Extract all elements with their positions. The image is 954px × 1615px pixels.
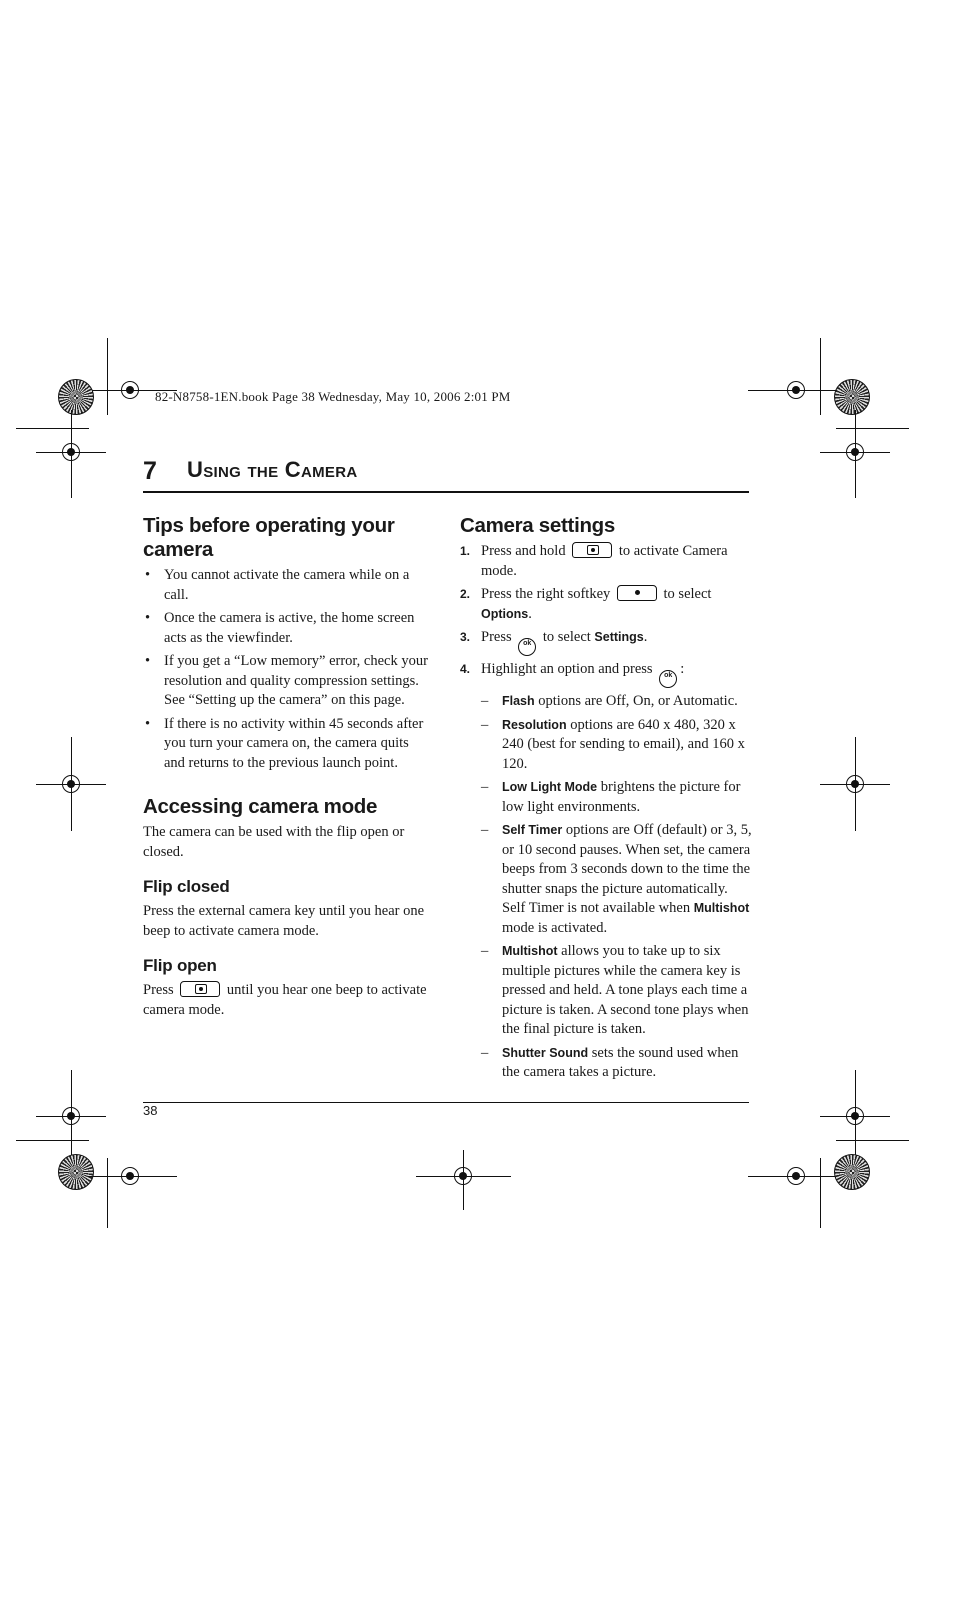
- camera-key-icon: [572, 542, 612, 558]
- option-term: Flash: [502, 694, 535, 708]
- option-term: Multishot: [502, 944, 558, 958]
- step-text: Press: [481, 629, 512, 645]
- right-softkey-icon: [617, 585, 657, 601]
- option-text: sets the sound used when the camera takes a picture.: [502, 1044, 739, 1080]
- ok-key-icon: ok: [659, 670, 677, 688]
- color-target-icon: [58, 379, 94, 415]
- ok-key-icon: ok: [518, 638, 536, 656]
- step-text: to select: [542, 629, 591, 645]
- footer-rule: [143, 1102, 749, 1103]
- menu-term: Settings: [594, 630, 644, 644]
- option-term: Low Light Mode: [502, 780, 598, 794]
- chapter-number: 7: [143, 457, 157, 485]
- step-item: [460, 660, 752, 1083]
- step-text: .: [528, 605, 532, 622]
- step-text: to activate Camera mode.: [481, 543, 728, 579]
- color-target-icon: [834, 379, 870, 415]
- list-item: • If there is no activity within 45 seconds after you turn your camera on, the camera quits and returns to the previous launch point.: [143, 715, 433, 774]
- registration-mark-icon: [784, 1164, 808, 1188]
- accessing-body: The camera can be used with the flip open or closed.: [143, 824, 405, 860]
- tips-heading: Tips before operating your camera: [143, 514, 395, 561]
- list-item: [481, 716, 752, 775]
- list-item: • If you get a “Low memory” error, check your resolution and quality compression settings. See “Setting up the camera” on this page.: [143, 652, 433, 711]
- list-item: [481, 778, 752, 817]
- registration-mark-icon: [843, 440, 867, 464]
- page-number: 38: [143, 1103, 158, 1118]
- chapter-header: [143, 457, 749, 493]
- option-term: Shutter Sound: [502, 1045, 589, 1060]
- step-number: 1.: [460, 544, 471, 558]
- menu-term: Options: [481, 606, 529, 621]
- step-text: Press the right softkey: [481, 586, 611, 602]
- list-item: • Once the camera is active, the home screen acts as the viewfinder.: [143, 609, 433, 648]
- flip-closed-body: Press the external camera key until you hear one beep to activate camera mode.: [143, 903, 425, 939]
- option-text: options are 640 x 480, 320 x 240 (best for sending to email), and 160 x 120.: [502, 716, 745, 772]
- settings-steps: [460, 542, 752, 1083]
- step-item: [460, 628, 752, 656]
- step-text: Press and hold: [481, 543, 566, 559]
- registration-mark-icon: [59, 772, 83, 796]
- flip-open-heading: Flip open: [143, 956, 217, 975]
- option-text: allows you to take up to six multiple pictures while the camera key is pressed and held. A tone plays each time a picture is taken. A second tone plays when the final picture is taken.: [502, 943, 749, 1037]
- option-term: Resolution: [502, 717, 567, 732]
- flip-open-body: [143, 981, 433, 1020]
- registration-mark-icon: [118, 1164, 142, 1188]
- step-text: .: [643, 629, 648, 645]
- registration-mark-icon: [118, 378, 142, 402]
- tips-list: [143, 566, 433, 773]
- settings-heading: Camera settings: [460, 514, 616, 537]
- color-target-icon: [58, 1154, 94, 1190]
- step-text: :: [680, 661, 685, 677]
- list-item: [481, 821, 752, 938]
- option-term: Self Timer: [502, 823, 563, 837]
- step-text: Highlight an option and press: [481, 661, 653, 677]
- option-text: options are Off (default) or 3, 5, or 10 second pauses. When set, the camera beeps from 3 seconds down to the time the shutter snaps the picture automatically. Self Timer is not available when: [502, 822, 752, 916]
- option-text: brightens the picture for low light environments.: [502, 779, 741, 815]
- step-item: [460, 542, 752, 581]
- registration-mark-icon: [451, 1164, 475, 1188]
- left-column: [143, 514, 433, 1020]
- registration-mark-icon: [59, 1104, 83, 1128]
- list-item: [481, 942, 752, 1040]
- step-number: 2.: [460, 587, 471, 601]
- chapter-title: Using the Camera: [187, 457, 358, 482]
- registration-mark-icon: [843, 772, 867, 796]
- step-number: 3.: [460, 630, 471, 644]
- registration-mark-icon: [59, 440, 83, 464]
- list-item: [481, 692, 752, 712]
- list-item: • You cannot activate the camera while on a call.: [143, 566, 433, 605]
- print-slug: 82-N8758-1EN.book Page 38 Wednesday, May 10, 2006 2:01 PM: [155, 389, 511, 404]
- color-target-icon: [834, 1154, 870, 1190]
- step-text: to select: [663, 586, 712, 602]
- registration-mark-icon: [784, 378, 808, 402]
- option-list: [481, 692, 752, 1083]
- right-column: [460, 514, 752, 1087]
- option-term: Multishot: [693, 901, 750, 915]
- option-text: mode is activated.: [502, 919, 608, 936]
- list-item: [481, 1044, 752, 1083]
- step-number: 4.: [460, 662, 471, 676]
- flip-open-text: Press: [143, 982, 174, 998]
- flip-closed-heading: Flip closed: [143, 877, 230, 896]
- flip-open-text: until you hear one beep to activate camera mode.: [143, 982, 427, 1018]
- step-item: [460, 585, 752, 624]
- accessing-heading: Accessing camera mode: [143, 795, 378, 818]
- registration-mark-icon: [843, 1104, 867, 1128]
- camera-key-icon: [180, 981, 220, 997]
- option-text: options are Off, On, or Automatic.: [534, 693, 738, 709]
